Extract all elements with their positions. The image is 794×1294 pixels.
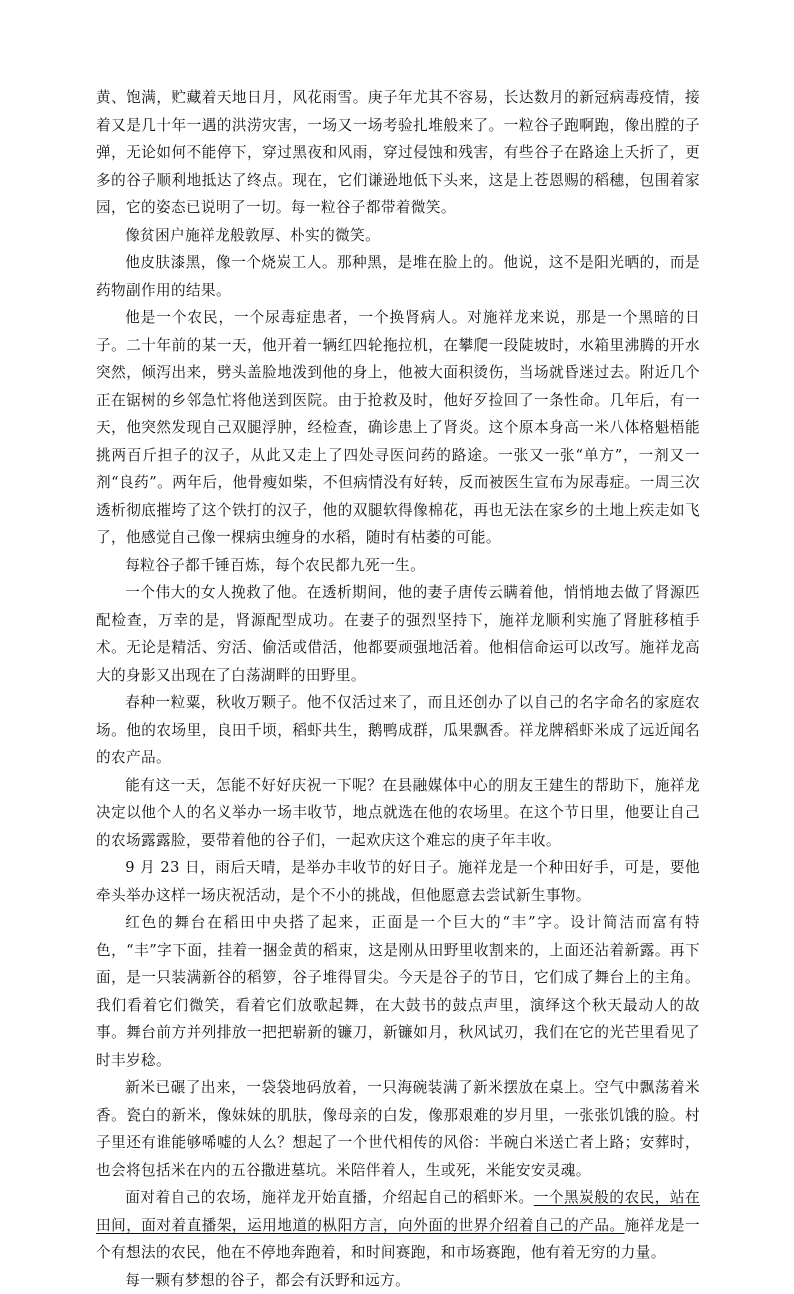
paragraph-13-text: 每一颗有梦想的谷子，都会有沃野和远方。 (125, 1272, 410, 1289)
paragraph-1-text: 黄、饱满，贮藏着天地日月，风花雨雪。庚子年尤其不容易，长达数月的新冠病毒疫情，接着又是几十年一遇的洪涝灾害，一场又一场考验扎堆般来了。一粒谷子跑啊跑，像出膛的子弹，无论如何不能停下，穿过黑夜和风雨，穿过侵蚀和残害，有些谷子在路途上夭折了，更多的谷子顺利地抵达了终点。现在，它们谦逊地低下头来，这是上苍恩赐的稻穗，包围着家园，它的姿态已说明了一切。每一粒谷子都带着微笑。 (96, 89, 700, 216)
paragraph-13 (96, 1267, 700, 1294)
paragraph-9 (96, 854, 700, 909)
paragraph-1 (96, 84, 700, 222)
paragraph-4 (96, 304, 700, 552)
paragraph-7 (96, 689, 700, 772)
paragraph-10 (96, 909, 700, 1074)
paragraph-2-text: 像贫困户施祥龙般敦厚、朴实的微笑。 (125, 227, 380, 244)
paragraph-6-text: 一个伟大的女人挽救了他。在透析期间，他的妻子唐传云瞒着他，悄悄地去做了肾源匹配检查，万幸的是，肾源配型成功。在妻子的强烈坚持下，施祥龙顺利实施了肾脏移植手术。无论是精活、穷活、偷活或借活，他都要顽强地活着。他相信命运可以改写。施祥龙高大的身影又出现在了白荡湖畔的田野里。 (96, 584, 700, 684)
paragraph-3-text: 他皮肤漆黑，像一个烧炭工人。那种黑，是堆在脸上的。他说，这不是阳光晒的，而是药物副作用的结果。 (96, 254, 700, 299)
paragraph-12-text-a: 面对着自己的农场，施祥龙开始直播，介绍起自己的稻虾米。 (125, 1189, 534, 1206)
paragraph-11 (96, 1074, 700, 1184)
paragraph-7-text: 春种一粒粟，秋收万颗子。他不仅活过来了，而且还创办了以自己的名字命名的家庭农场。他的农场里，良田千顷，稻虾共生，鹅鸭成群，瓜果飘香。祥龙牌稻虾米成了远近闻名的农产品。 (96, 694, 700, 766)
paragraph-5-text: 每粒谷子都千锤百炼，每个农民都九死一生。 (125, 557, 425, 574)
document-page (96, 84, 700, 1294)
paragraph-10-text: 红色的舞台在稻田中央搭了起来，正面是一个巨大的“丰”字。设计简洁而富有特色，“丰”字下面，挂着一捆金黄的稻束，这是刚从田野里收割来的，上面还沾着新露。再下面，是一只装满新谷的稻箩，谷子堆得冒尖。今天是谷子的节日，它们成了舞台上的主角。我们看着它们微笑，看着它们放歌起舞，在大鼓书的鼓点声里，演绎这个秋天最动人的故事。舞台前方并列排放一把把崭新的镰刀，新镰如月，秋风试刃，我们在它的光芒里看见了时丰岁稔。 (96, 914, 700, 1069)
paragraph-9-text: 9 月 23 日，雨后天晴，是举办丰收节的好日子。施祥龙是一个种田好手，可是，要他牵头举办这样一场庆祝活动，是个不小的挑战，但他愿意去尝试新生事物。 (96, 859, 700, 904)
paragraph-12 (96, 1184, 700, 1267)
paragraph-6 (96, 579, 700, 689)
paragraph-4-text: 他是一个农民，一个尿毒症患者，一个换肾病人。对施祥龙来说，那是一个黑暗的日子。二十年前的某一天，他开着一辆红四轮拖拉机，在攀爬一段陡坡时，水箱里沸腾的开水突然，倾泻出来，劈头盖脸地泼到他的身上，他被大面积烫伤，当场就昏迷过去。附近几个正在锯树的乡邻急忙将他送到医院。由于抢救及时，他好歹捡回了一条性命。几年后，有一天，他突然发现自己双腿浮肿，经检查，确诊患上了肾炎。这个原本身高一米八体格魁梧能挑两百斤担子的汉子，从此又走上了四处寻医问药的路途。一张又一张“单方”，一剂又一剂“良药”。两年后，他骨瘦如柴，不但病情没有好转，反而被医生宣布为尿毒症。一周三次透析彻底摧垮了这个铁打的汉子，他的双腿软得像棉花，再也无法在家乡的土地上疾走如飞了，他感觉自己像一棵病虫缠身的水稻，随时有枯萎的可能。 (96, 309, 700, 546)
paragraph-12-text-b: 施祥龙是一个有想法的农民，他在不停地奔跑着，和时间赛跑，和市场赛跑，他有着无穷的力量。 (96, 1217, 700, 1262)
paragraph-11-text: 新米已碾了出来，一袋袋地码放着，一只海碗装满了新米摆放在桌上。空气中飘荡着米香。瓷白的新米，像妹妹的肌肤，像母亲的白发，像那艰难的岁月里，一张张饥饿的脸。村子里还有谁能够唏嘘的人么？想起了一个世代相传的风俗：半碗白米送亡者上路；安葬时，也会将包括米在内的五谷撒进墓坑。米陪伴着人，生或死，米能安安灵魂。 (96, 1079, 700, 1179)
paragraph-2 (96, 222, 700, 250)
underlined-sentence: 一个黑炭般的农民，站在田间，面对着直播架，运用地道的枞阳方言，向外面的世界介绍着自己的产品。 (96, 1189, 700, 1234)
paragraph-8 (96, 772, 700, 855)
paragraph-8-text: 能有这一天，怎能不好好庆祝一下呢？在县融媒体中心的朋友王建生的帮助下，施祥龙决定以他个人的名义举办一场丰收节，地点就选在他的农场里。在这个节日里，他要让自己的农场露露脸，要带着他的谷子们，一起欢庆这个难忘的庚子年丰收。 (96, 777, 700, 849)
paragraph-3 (96, 249, 700, 304)
paragraph-5 (96, 552, 700, 580)
